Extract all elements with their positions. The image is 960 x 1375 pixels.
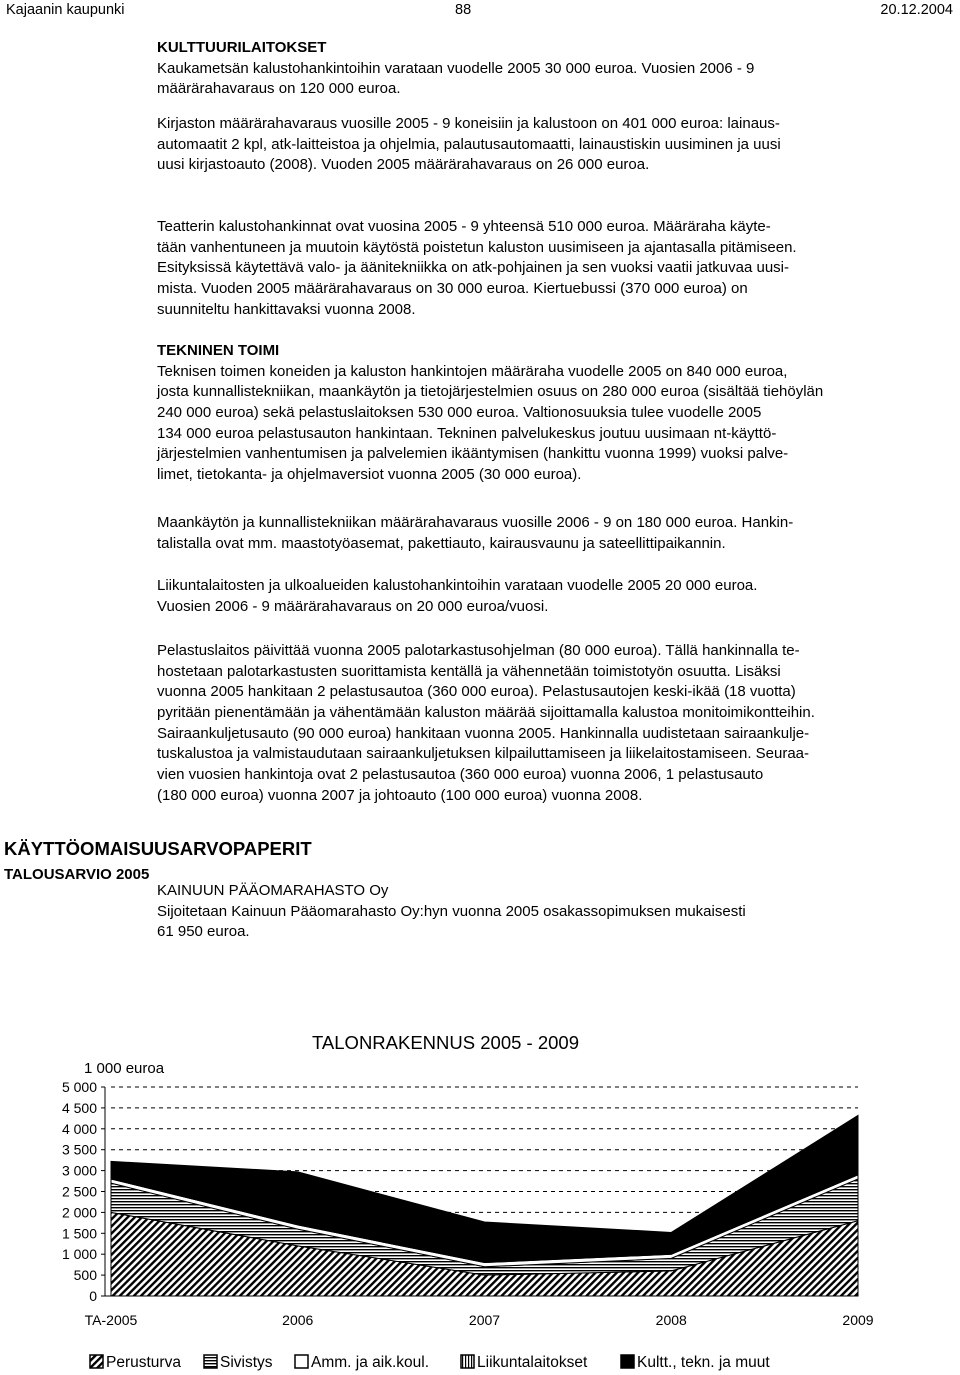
text-line: Esityksissä käytettävä valo- ja äänitekniikka on atk-pohjainen ja sen vuoksi vaatii jatkuvaa uusi- [157,259,789,277]
y-tick-label: 2 500 [61,1183,97,1200]
text-line: vuonna 2005 hankitaan 2 pelastusautoa (360 000 euroa). Pelastusautojen keski-ikää (18 vuotta) [157,683,796,701]
text-line: (180 000 euroa) vuonna 2007 ja johtoauto (100 000 euroa) vuonna 2008. [157,786,643,804]
text-line: automaatit 2 kpl, atk-laitteistoa ja ohjelmia, palautusautomaatti, lainaustiskin uusiminen ja uusi [157,135,781,153]
text-line: josta kunnallistekniikan, maankäytön ja tietojärjestelmien osuus on 280 000 euroa (sisältää tiehöylän [157,383,824,401]
talousarvio-subheading: TALOUSARVIO 2005 [4,866,150,883]
y-tick-label: 3 000 [61,1162,97,1179]
text-line: Teatterin kalustohankinnat ovat vuosina 2005 - 9 yhteensä 510 000 euroa. Määräraha käyte- [157,218,771,235]
section-kirjasto [157,114,957,176]
header-municipality: Kajaanin kaupunki [6,2,125,18]
x-tick-label: 2007 [468,1312,501,1328]
x-tick-label: 2008 [655,1312,687,1328]
text-line: mista. Vuoden 2005 määrärahavaraus on 30 000 euroa. Kiertuebussi (370 000 euroa) on [157,280,748,298]
text-line: Vuosien 2006 - 9 määrärahavaraus on 20 000 euroa/vuosi. [157,597,549,615]
text-line: 61 950 euroa. [157,923,250,941]
legend-swatch [621,1355,634,1368]
section-kainuun-paaomarahasto [157,881,957,943]
text-line: Kaukametsän kalustohankintoihin varataan vuodelle 2005 30 000 euroa. Vuosien 2006 - 9 [157,59,755,77]
y-tick-label: 500 [73,1267,97,1284]
legend-swatch [295,1355,308,1368]
section-heading: TEKNINEN TOIMI [157,342,280,359]
text-line: tään vanhentuneen ja muutoin käytöstä poistetun kaluston uusimiseen ja ajantasalla pitämiseen. [157,238,797,256]
chart-title: TALONRAKENNUS 2005 - 2009 [312,1032,579,1053]
text-line: uusi kirjastoauto (2008). Vuoden 2005 määrärahavaraus on 26 000 euroa. [157,156,650,174]
section-tekninen-toimi [157,341,957,486]
text-line: limet, tietokanta- ja ohjelmaversiot vuonna 2005 (30 000 euroa). [157,466,582,484]
y-tick-label: 3 500 [61,1141,97,1158]
text-line: Teknisen toimen koneiden ja kaluston hankintojen määräraha vuodelle 2005 on 840 000 euroa, [157,362,788,380]
y-tick-label: 0 [89,1288,97,1304]
text-line: Sijoitetaan Kainuun Pääomarahasto Oy:hyn vuonna 2005 osakassopimuksen mukaisesti [157,902,746,920]
section-liikuntalaitokset [157,576,957,617]
section-maankaytto [157,513,957,554]
legend-swatch [90,1355,103,1368]
legend-label: Liikuntalaitokset [477,1354,588,1371]
y-tick-label: 2 000 [61,1204,97,1221]
section-teatteri [157,217,957,320]
legend-swatch [204,1355,217,1368]
x-tick-label: TA-2005 [84,1312,138,1328]
section-heading: KULTTUURILAITOKSET [157,39,327,56]
y-tick-label: 5 000 [61,1079,97,1095]
chart-areas [111,1115,858,1296]
text-line: 134 000 euroa pelastusauton hankintaan. Tekninen palvelukeskus joutuu uusimaan nt-käyttö- [157,424,777,442]
y-tick-label: 4 500 [61,1099,97,1116]
kayttoomaisuus-heading: KÄYTTÖOMAISUUSARVOPAPERIT [4,838,312,859]
legend-swatch [461,1355,474,1368]
text-line: tuskalustoa ja valmistaudutaan sairaankuljetuksen kilpailuttamiseen ja liikelaitostamiseen. Seuraa- [157,745,810,763]
legend-label: Amm. ja aik.koul. [311,1354,430,1371]
y-unit-label: 1 000 euroa [84,1060,165,1077]
chart-legend [90,1354,770,1371]
text-line: Liikuntalaitosten ja ulkoalueiden kalustohankintoihin varataan vuodelle 2005 20 000 euroa. [157,577,758,594]
text-line: Pelastuslaitos päivittää vuonna 2005 palotarkastusohjelman (80 000 euroa). Tällä hankinnalla te- [157,642,800,659]
y-tick-label: 4 000 [61,1120,97,1137]
text-line: määrärahavaraus on 120 000 euroa. [157,80,401,98]
legend-label: Kultt., tekn. ja muut [637,1354,770,1371]
legend-label: Sivistys [220,1354,273,1371]
text-line: vien vuosien hankintoja ovat 2 pelastusautoa (360 000 euroa) vuonna 2006, 1 pelastusauto [157,766,764,784]
x-tick-label: 2006 [282,1312,314,1328]
header-page-number: 88 [455,2,472,18]
text-line: Maankäytön ja kunnallistekniikan määrärahavaraus vuosille 2006 - 9 on 180 000 euroa. Hankin- [157,514,794,531]
x-tick-label: 2009 [842,1312,874,1328]
text-line: talistalla ovat mm. maastotyöasemat, pakettiauto, kairausvaunu ja sateellittipaikannin. [157,534,726,552]
text-line: Kirjaston määrärahavaraus vuosille 2005 - 9 koneisiin ja kalustoon on 401 000 euroa: lainaus- [157,115,780,132]
y-tick-label: 1 500 [61,1225,97,1242]
header-date: 20.12.2004 [880,2,953,18]
text-line: 240 000 euroa) sekä pelastuslaitoksen 530 000 euroa. Valtionosuuksia tulee vuodelle 2005 [157,404,762,422]
text-line: Sairaankuljetusauto (90 000 euroa) hankitaan vuonna 2005. Hankinnalla uudistetaan sairaankulje- [157,724,810,742]
talonrakennus-chart [0,1018,960,1374]
text-line: järjestelmien vanhentumisen ja palvelemien ikääntymisen (hankittu vuonna 1999) vuoksi palve- [157,445,789,463]
section-heading: KAINUUN PÄÄOMARAHASTO Oy [157,882,389,899]
legend-label: Perusturva [106,1354,181,1371]
text-line: pyritään pienentämään ja vähentämään kaluston määrää sijoittamalla kalustoa monitoimikontteihin. [157,704,815,722]
section-kulttuurilaitokset [157,38,957,100]
text-line: hostetaan palotarkastusten suorittamista kentällä ja vähennetään toimistotyön osuutta. Lisäksi [157,662,781,680]
y-tick-label: 1 000 [61,1246,97,1263]
section-pelastuslaitos [157,641,957,807]
text-line: suunniteltu hankittavaksi vuonna 2008. [157,300,416,318]
